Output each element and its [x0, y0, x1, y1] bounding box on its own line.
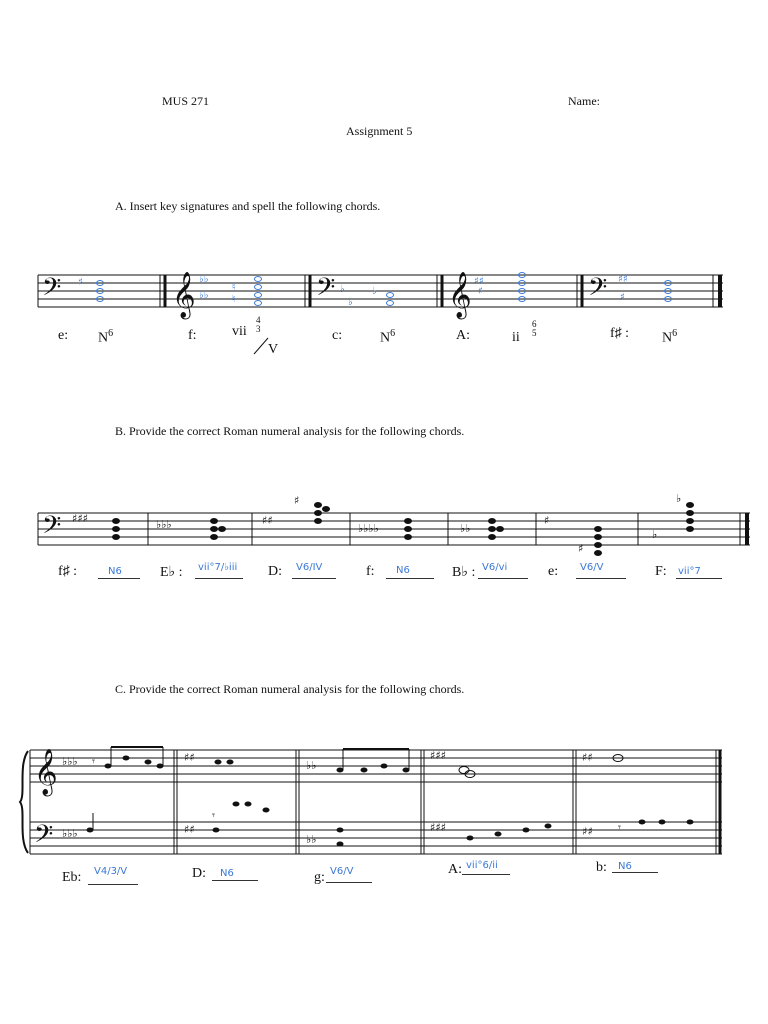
svg-text:♯♯: ♯♯ — [184, 751, 195, 764]
svg-text:♮: ♮ — [232, 282, 236, 293]
course-code: MUS 271 — [162, 94, 210, 108]
treble-clef-icon: 𝄞 — [448, 272, 472, 318]
b-answer-2[interactable]: vii°7/♭iii — [198, 562, 238, 573]
b-answer-3[interactable]: V6/IV — [296, 562, 323, 573]
svg-text:♭: ♭ — [652, 528, 658, 541]
svg-text:♯: ♯ — [294, 494, 300, 507]
svg-text:♭♭: ♭♭ — [199, 274, 209, 285]
section-c-instruction: C. Provide the correct Roman numeral analysis for the following chords. — [115, 682, 465, 696]
section-c-grand-staff — [0, 745, 768, 865]
c-key-1: Eb: — [62, 870, 82, 885]
answer-line — [212, 880, 258, 881]
answer-line — [576, 578, 626, 579]
bass-clef-icon: 𝄢 — [34, 820, 54, 855]
svg-text:♯♯♯: ♯♯♯ — [430, 821, 446, 834]
a-numeral-5: $N^6$ — [662, 328, 678, 346]
a-slash-target-2: V — [268, 342, 279, 357]
svg-text:𝄾: 𝄾 — [212, 809, 215, 822]
svg-text:♯♯: ♯♯ — [582, 825, 593, 838]
answer-line — [98, 578, 140, 579]
svg-text:♭♭: ♭♭ — [306, 759, 317, 772]
answer-line — [292, 578, 336, 579]
bass-clef-icon: 𝄢 — [588, 273, 608, 308]
c-answer-3[interactable]: V6/V — [330, 866, 354, 877]
svg-text:♯♯: ♯♯ — [582, 751, 593, 764]
b-answer-6[interactable]: V6/V — [580, 562, 604, 573]
answer-line — [326, 882, 372, 883]
svg-text:𝄾: 𝄾 — [618, 821, 621, 834]
svg-text:♭: ♭ — [676, 492, 682, 505]
a-numeral-4: ii 6 5 — [512, 319, 537, 345]
c-answer-1[interactable]: V4/3/V — [94, 866, 128, 877]
answer-line — [478, 578, 528, 579]
b-key-6: e: — [548, 564, 559, 579]
a-key-2: f: — [188, 328, 197, 343]
svg-text:♭: ♭ — [348, 297, 353, 308]
svg-text:♭♭♭: ♭♭♭ — [62, 827, 78, 840]
a-key-4: A: — [456, 328, 470, 343]
svg-text:𝄾: 𝄾 — [92, 755, 95, 768]
answer-line — [88, 884, 138, 885]
a-key-1: e: — [58, 328, 69, 343]
section-b-instruction: B. Provide the correct Roman numeral analysis for the following chords. — [115, 424, 465, 438]
b-answer-4[interactable]: N6 — [396, 565, 410, 576]
svg-text:♭♭: ♭♭ — [306, 833, 317, 846]
a-key-5: f♯ : — [610, 326, 630, 341]
section-a-instruction: A. Insert key signatures and spell the following chords. — [115, 199, 381, 213]
svg-text:♯♯: ♯♯ — [474, 276, 484, 287]
b-key-7: F: — [655, 564, 667, 579]
c-key-5: b: — [596, 860, 607, 875]
bass-clef-icon: 𝄢 — [42, 511, 62, 546]
b-key-1: f♯ : — [58, 564, 78, 579]
svg-text:♯♯♯: ♯♯♯ — [72, 512, 88, 525]
b-key-2: E♭ : — [160, 565, 183, 580]
bass-clef-icon: 𝄢 — [316, 273, 336, 308]
b-answer-7[interactable]: vii°7 — [678, 566, 701, 577]
svg-text:♭♭♭: ♭♭♭ — [156, 518, 172, 531]
c-answer-4[interactable]: vii°6/ii — [466, 860, 498, 871]
treble-clef-icon: 𝄞 — [172, 272, 196, 318]
a-key-3: c: — [332, 328, 343, 343]
svg-text:♯: ♯ — [578, 542, 584, 555]
section-b-staff — [0, 492, 768, 558]
svg-text:♯: ♯ — [78, 277, 83, 288]
svg-text:♯♯: ♯♯ — [184, 823, 195, 836]
svg-text:♭♭: ♭♭ — [460, 522, 471, 535]
svg-text:♭♭♭♭: ♭♭♭♭ — [358, 522, 379, 535]
answer-line — [612, 872, 658, 873]
c-answer-5[interactable]: N6 — [618, 861, 632, 872]
b-key-3: D: — [268, 564, 282, 579]
svg-text:♮: ♮ — [232, 294, 236, 305]
c-key-4: A: — [448, 862, 462, 877]
svg-text:♭: ♭ — [340, 284, 345, 295]
c-key-3: g: — [314, 870, 325, 885]
b-answer-1[interactable]: N6 — [108, 566, 122, 577]
bass-clef-icon: 𝄢 — [42, 273, 62, 308]
b-key-5: B♭ : — [452, 565, 476, 580]
section-a-staff — [0, 270, 768, 320]
a-numeral-3: $N^6$ — [380, 328, 396, 346]
a-numeral-1: $N^6$ — [98, 328, 114, 346]
assignment-title: Assignment 5 — [346, 124, 413, 138]
name-label: Name: — [568, 94, 600, 108]
answer-line — [195, 578, 243, 579]
svg-text:♭♭♭: ♭♭♭ — [62, 755, 78, 768]
svg-text:♯♯♯: ♯♯♯ — [430, 749, 446, 762]
svg-text:♯: ♯ — [478, 286, 483, 297]
answer-line — [386, 578, 434, 579]
svg-text:♯♯: ♯♯ — [262, 514, 273, 527]
a-numeral-2: vii 4 3 — [232, 315, 261, 339]
answer-line — [676, 578, 722, 579]
b-key-4: f: — [366, 564, 375, 579]
svg-text:♯♯: ♯♯ — [618, 274, 628, 285]
svg-text:♯: ♯ — [544, 514, 550, 527]
c-key-2: D: — [192, 866, 206, 881]
c-answer-2[interactable]: N6 — [220, 868, 234, 879]
treble-clef-icon: 𝄞 — [34, 749, 58, 795]
svg-text:♭♭: ♭♭ — [199, 290, 209, 301]
svg-text:♭: ♭ — [372, 286, 377, 297]
b-answer-5[interactable]: V6/vi — [482, 562, 508, 573]
svg-text:♯: ♯ — [620, 292, 625, 303]
answer-line — [462, 874, 510, 875]
